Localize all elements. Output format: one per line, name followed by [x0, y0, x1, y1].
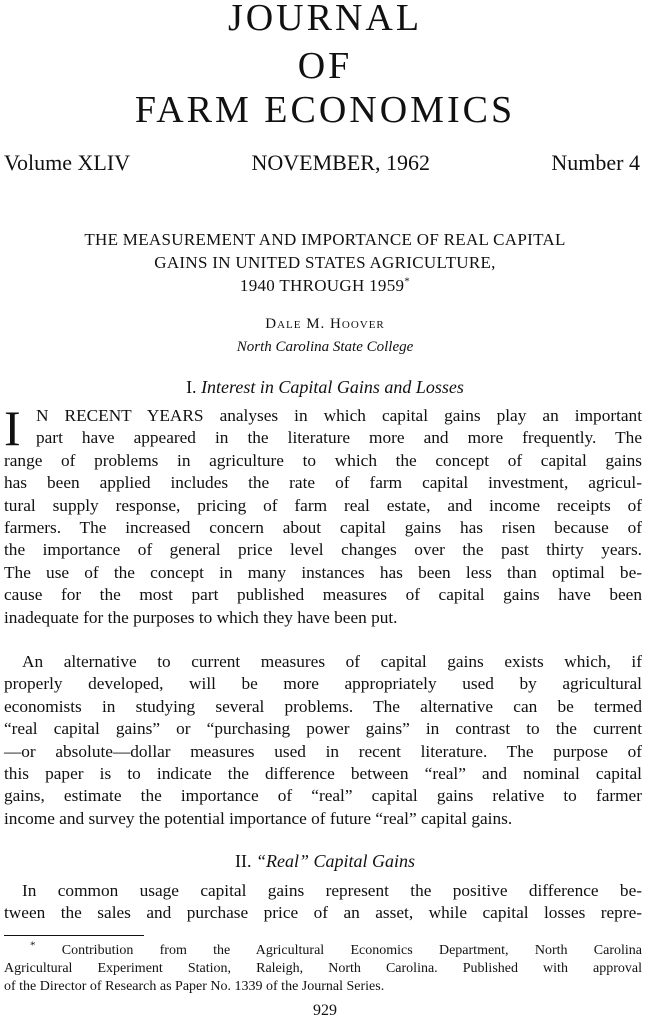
text-line: cause for the most part published measures of capital gains have been: [4, 585, 642, 605]
footnote-line: [4, 939, 643, 960]
issue-info: [4, 150, 640, 176]
text-line: tural supply response, pricing of farm real estate, and income receipts of: [4, 495, 642, 515]
section-title: Interest in Capital Gains and Losses: [201, 377, 464, 397]
issue-date: NOVEMBER, 1962: [251, 150, 430, 175]
footnote: [4, 939, 643, 996]
section-numeral: I.: [186, 377, 197, 397]
text-line: economists in studying several problems. The alternative can be termed: [4, 696, 642, 716]
section-title: “Real” Capital Gains: [255, 851, 416, 871]
title-footnote-mark: *: [404, 275, 411, 288]
text-line: In common usage capital gains represent the positive difference be-: [22, 881, 642, 900]
title-line-text: 1940 THROUGH 1959: [239, 276, 405, 295]
issue-number: Number 4: [551, 150, 640, 175]
text-line: income and survey the potential importance of future “real” capital gains.: [4, 808, 513, 828]
footnote-line: Agricultural Experiment Station, Raleigh, North Carolina. Published with approval: [4, 961, 642, 976]
footnote-mark: *: [30, 939, 36, 952]
text-line: An alternative to current measures of capital gains exists which, if: [22, 652, 642, 671]
page-number: 929: [313, 1002, 337, 1019]
section-heading: [0, 850, 650, 872]
text-line: this paper is to indicate the difference between “real” and nominal capital: [4, 763, 642, 783]
title-line: THE MEASUREMENT AND IMPORTANCE OF REAL CAPITAL: [84, 230, 566, 249]
text-line: part have appeared in the literature more and more frequently. The: [36, 428, 642, 448]
text-line: has been applied includes the rate of farm capital investment, agricul-: [4, 473, 642, 493]
author-name: Dale M. Hoover: [265, 316, 385, 332]
text-line: inadequate for the purposes to which they have been put.: [4, 607, 398, 627]
paragraph: [4, 880, 642, 925]
text-line: N RECENT YEARS analyses in which capital gains play an important: [36, 406, 642, 425]
paragraph: [4, 651, 642, 830]
author-affiliation: North Carolina State College: [236, 339, 414, 355]
text-line: gains, estimate the importance of “real” capital gains relative to farmer: [4, 786, 642, 806]
footnote-line: of the Director of Research as Paper No. 1339 of the Journal Series.: [4, 979, 385, 994]
masthead-line-farm-economics: FARM ECONOMICS: [134, 89, 516, 131]
drop-cap: I: [4, 400, 21, 456]
volume-label: Volume XLIV: [4, 150, 131, 175]
text-line: range of problems in agriculture to which the concept of capital gains: [4, 450, 642, 470]
title-line: [0, 274, 650, 297]
text-line: —or absolute—dollar measures used in recent literature. The purpose of: [4, 741, 642, 761]
text-line: “real capital gains” or “purchasing power gains” in contrast to the current: [4, 719, 642, 739]
text-line: farmers. The increased concern about capital gains has risen because of: [4, 517, 642, 537]
text-line: tween the sales and purchase price of an asset, while capital losses repre-: [4, 903, 642, 923]
article-title: [0, 228, 650, 297]
text-line: properly developed, will be more appropriately used by agricultural: [4, 674, 642, 694]
footnote-text: Contribution from the Agricultural Economics Department, North Carolina: [61, 943, 643, 958]
title-line: GAINS IN UNITED STATES AGRICULTURE,: [154, 253, 496, 272]
section-numeral: II.: [234, 851, 252, 871]
section-heading: [0, 376, 650, 398]
text-line: The use of the concept in many instances has been less than optimal be-: [4, 562, 642, 582]
footnote-rule: [4, 935, 144, 936]
masthead-line-journal: JOURNAL: [227, 0, 423, 39]
paragraph: [4, 400, 642, 629]
masthead-line-of: OF: [297, 45, 353, 87]
text-line: the importance of general price level changes over the past thirty years.: [4, 540, 642, 560]
